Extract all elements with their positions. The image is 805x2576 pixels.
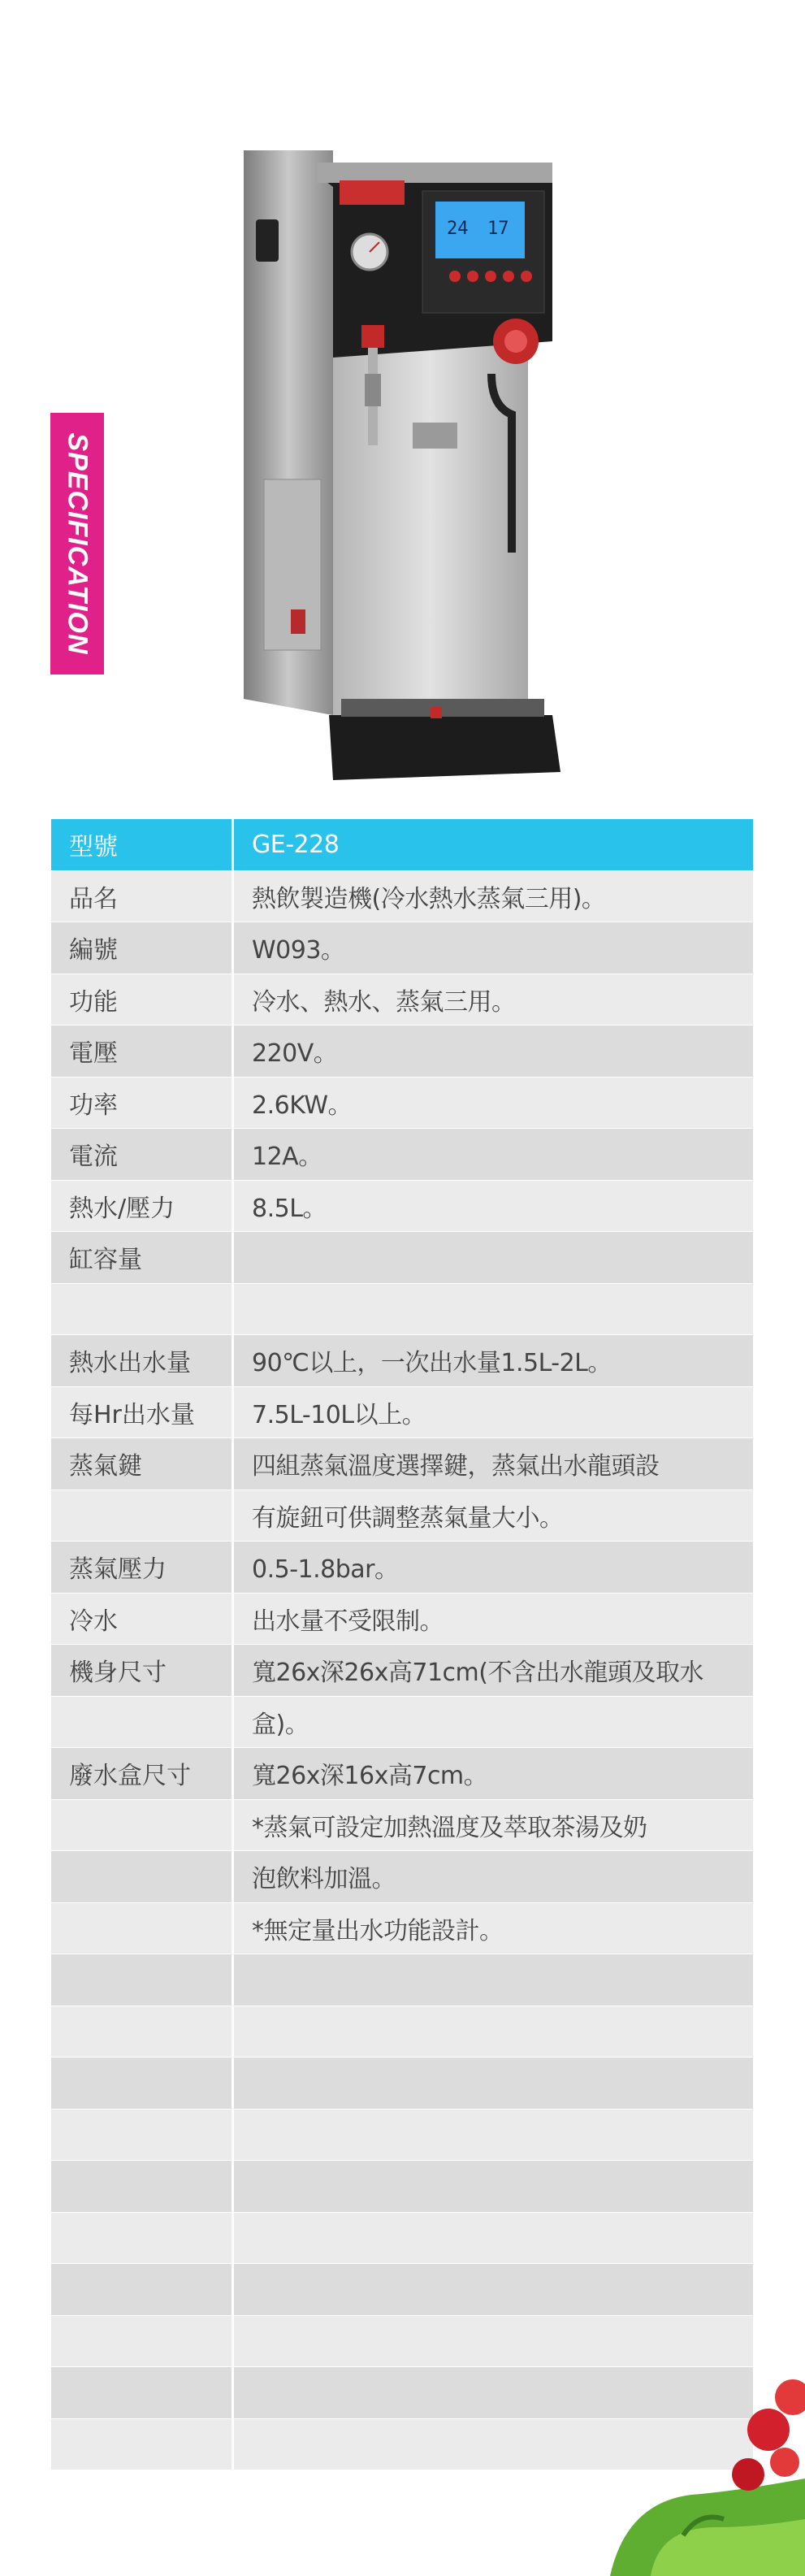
display-left-value: 24	[447, 219, 469, 239]
spec-row	[51, 2109, 753, 2161]
spec-row	[51, 922, 753, 974]
spec-key	[51, 1490, 233, 1542]
spec-row	[51, 1902, 753, 1954]
floral-decoration	[561, 2332, 805, 2576]
spec-value: 220V。	[233, 1026, 754, 1078]
spec-row	[51, 1386, 753, 1438]
spec-row	[51, 870, 753, 922]
spec-row	[51, 1026, 753, 1078]
spec-key: 品名	[51, 870, 233, 922]
spec-value: 熱飲製造機(冷水熱水蒸氣三用)。	[233, 870, 754, 922]
spec-value: W093。	[233, 922, 754, 974]
spec-row	[51, 2006, 753, 2058]
spec-key	[51, 1954, 233, 2006]
spec-row	[51, 1335, 753, 1387]
spec-value	[233, 1954, 754, 2006]
spec-row	[51, 1799, 753, 1851]
spec-key: 蒸氣壓力	[51, 1542, 233, 1594]
spec-value: 四組蒸氣溫度選擇鍵，蒸氣出水龍頭設	[233, 1438, 754, 1490]
spec-value: 90℃以上，一次出水量1.5L-2L。	[233, 1335, 754, 1387]
spec-key	[51, 2212, 233, 2264]
specification-tab	[50, 413, 104, 674]
spec-value: 寬26x深16x高7cm。	[233, 1748, 754, 1800]
spec-value: GE-228	[233, 819, 754, 870]
spec-key	[51, 2109, 233, 2161]
spec-value	[233, 2264, 754, 2316]
product-image	[211, 130, 585, 796]
spec-key: 電流	[51, 1129, 233, 1181]
spec-key: 電壓	[51, 1026, 233, 1078]
spec-value: 冷水、熱水、蒸氣三用。	[233, 974, 754, 1026]
spec-row	[51, 2058, 753, 2110]
spec-row	[51, 2264, 753, 2316]
spec-row	[51, 1851, 753, 1903]
spec-key	[51, 2367, 233, 2419]
spec-key	[51, 1696, 233, 1748]
display-right-value: 17	[487, 219, 509, 239]
spec-row	[51, 1542, 753, 1594]
spec-row	[51, 1180, 753, 1232]
spec-row	[51, 1490, 753, 1542]
spec-key: 蒸氣鍵	[51, 1438, 233, 1490]
spec-key: 功能	[51, 974, 233, 1026]
spec-value: 寬26x深26x高71cm(不含出水龍頭及取水	[233, 1645, 754, 1697]
specification-label: SPECIFICATION	[62, 432, 93, 655]
spec-value: *蒸氣可設定加熱溫度及萃取茶湯及奶	[233, 1799, 754, 1851]
spec-key	[51, 2315, 233, 2367]
spec-value	[233, 2109, 754, 2161]
spec-row	[51, 2212, 753, 2264]
spec-key	[51, 2058, 233, 2110]
spec-key	[51, 1283, 233, 1335]
spec-value	[233, 1232, 754, 1284]
spec-key	[51, 2264, 233, 2316]
spec-key	[51, 1902, 233, 1954]
spec-value: 泡飲料加溫。	[233, 1851, 754, 1903]
spec-value: *無定量出水功能設計。	[233, 1902, 754, 1954]
spec-key: 廢水盒尺寸	[51, 1748, 233, 1800]
spec-row	[51, 1954, 753, 2006]
spec-value: 有旋鈕可供調整蒸氣量大小。	[233, 1490, 754, 1542]
spec-value	[233, 2058, 754, 2110]
spec-row	[51, 1129, 753, 1181]
spec-value: 盒)。	[233, 1696, 754, 1748]
spec-row	[51, 1696, 753, 1748]
spec-key: 功率	[51, 1077, 233, 1129]
spec-key	[51, 1799, 233, 1851]
spec-value: 12A。	[233, 1129, 754, 1181]
spec-value: 0.5-1.8bar。	[233, 1542, 754, 1594]
spec-key	[51, 2006, 233, 2058]
spec-row	[51, 1748, 753, 1800]
spec-key	[51, 2418, 233, 2470]
spec-row	[51, 1232, 753, 1284]
spec-value	[233, 1283, 754, 1335]
spec-row	[51, 1593, 753, 1645]
spec-key: 型號	[51, 819, 233, 870]
spec-key: 每Hr出水量	[51, 1386, 233, 1438]
spec-row	[51, 1283, 753, 1335]
spec-value: 8.5L。	[233, 1180, 754, 1232]
spec-value: 7.5L-10L以上。	[233, 1386, 754, 1438]
spec-value	[233, 2212, 754, 2264]
spec-row	[51, 1645, 753, 1697]
spec-key: 缸容量	[51, 1232, 233, 1284]
spec-key	[51, 2161, 233, 2213]
spec-key: 機身尺寸	[51, 1645, 233, 1697]
spec-value	[233, 2006, 754, 2058]
specification-table	[51, 819, 753, 2470]
spec-value: 出水量不受限制。	[233, 1593, 754, 1645]
spec-key: 冷水	[51, 1593, 233, 1645]
spec-key: 熱水/壓力	[51, 1180, 233, 1232]
spec-value	[233, 2161, 754, 2213]
spec-row	[51, 974, 753, 1026]
spec-key: 編號	[51, 922, 233, 974]
spec-row	[51, 1438, 753, 1490]
spec-key: 熱水出水量	[51, 1335, 233, 1387]
spec-key	[51, 1851, 233, 1903]
spec-row	[51, 1077, 753, 1129]
spec-value: 2.6KW。	[233, 1077, 754, 1129]
spec-header-row	[51, 819, 753, 870]
spec-row	[51, 2161, 753, 2213]
